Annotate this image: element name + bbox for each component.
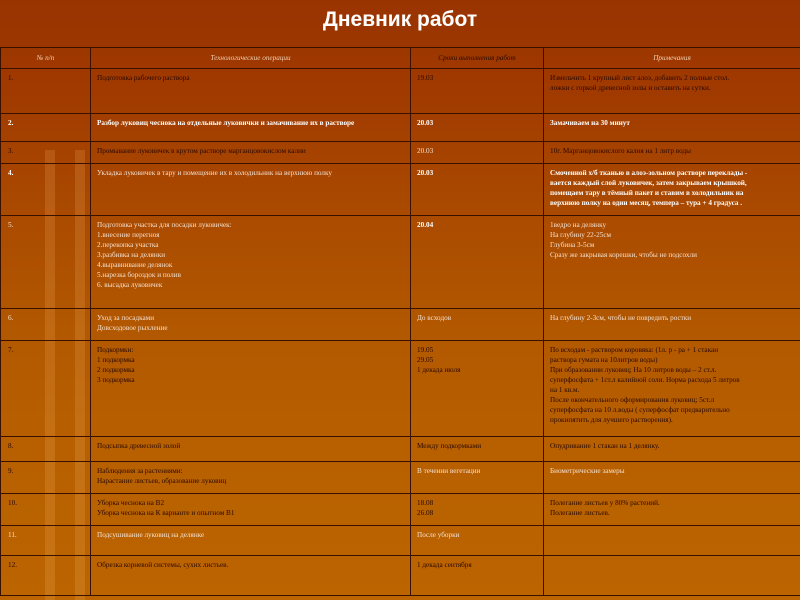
cell-note-line: При образовании луковиц; На 10 литров воды – 2 ст.л. <box>550 366 717 374</box>
cell-operation-line: 3 подкормка <box>97 376 135 384</box>
cell-operation-line: Разбор луковиц чеснока на отдельные луковички и замачивание их в растворе <box>97 119 355 127</box>
cell-operation-line: Уборка чеснока на В2 <box>97 499 165 507</box>
cell-operation-line: 2.перекопка участка <box>97 241 159 249</box>
cell-date <box>411 216 544 309</box>
cell-note-line: Полегание листьев. <box>550 509 610 517</box>
cell-note <box>544 142 800 164</box>
cell-note <box>544 556 800 596</box>
cell-note <box>544 462 800 494</box>
cell-date-line: 26.08 <box>417 509 434 517</box>
column-header-operations: Технологические операции <box>91 48 411 69</box>
cell-operation <box>91 556 411 596</box>
cell-number: 12. <box>1 556 91 596</box>
cell-note <box>544 164 800 216</box>
cell-number: 11. <box>1 526 91 556</box>
cell-note-line: Полегание листьев у 80% растений. <box>550 499 660 507</box>
cell-date-line: 18.08 <box>417 499 434 507</box>
cell-note-line: раствора гумата на 10литров воды) <box>550 356 658 364</box>
table-header-row <box>1 48 800 69</box>
table-row <box>1 164 800 216</box>
cell-note-line: Смоченной х/б тканью в алоэ-зольном растворе переклады - <box>550 169 748 177</box>
page-title: Дневник работ <box>322 8 478 31</box>
cell-date-line: Между подкормками <box>417 442 482 450</box>
cell-note-line: Сразу же закрывая корешки, чтобы не подсохли <box>550 251 697 259</box>
table-row <box>1 437 800 462</box>
cell-note-line: прокипятить для лучшего растворения). <box>550 416 673 424</box>
cell-operation-line: 2 подкормка <box>97 366 135 374</box>
cell-number: 8. <box>1 437 91 462</box>
cell-number: 10. <box>1 494 91 526</box>
cell-note-line: 1ведро на делянку <box>550 221 607 229</box>
cell-operation-line: Уход за посадками <box>97 314 155 322</box>
cell-note-line: Замачиваем на 30 минут <box>550 119 630 127</box>
cell-number: 7. <box>1 341 91 437</box>
cell-note-line: суперфосфата + 1ст.л калийной соли. Норма расхода 5 литров <box>550 376 740 384</box>
cell-note <box>544 69 800 114</box>
table-row <box>1 341 800 437</box>
cell-note <box>544 309 800 341</box>
cell-operation <box>91 494 411 526</box>
cell-date-line: В течении вегетации <box>417 467 481 475</box>
column-header-number: № п/п <box>1 48 91 69</box>
cell-date <box>411 462 544 494</box>
cell-operation-line: Подготовка участка для посадки луковичек: <box>97 221 232 229</box>
cell-operation <box>91 216 411 309</box>
cell-note <box>544 494 800 526</box>
cell-operation-line: Подсушивание луковиц на делянке <box>97 531 205 539</box>
table-row <box>1 309 800 341</box>
cell-number: 5. <box>1 216 91 309</box>
cell-note-line: ложки с горкой древесной золы и оставить на сутки. <box>550 84 711 92</box>
table-row <box>1 69 800 114</box>
cell-date-line: 20.04 <box>417 221 434 229</box>
cell-date-line: 20.03 <box>417 147 434 155</box>
cell-number: 1. <box>1 69 91 114</box>
cell-operation <box>91 526 411 556</box>
column-header-dates: Сроки выполнения работ <box>411 48 544 69</box>
cell-operation <box>91 309 411 341</box>
cell-number: 6. <box>1 309 91 341</box>
cell-operation-line: 5.нарезка бороздок и полив <box>97 271 182 279</box>
cell-date-line: 20.03 <box>417 119 434 127</box>
cell-date-line: 1 декада июля <box>417 366 461 374</box>
cell-note <box>544 526 800 556</box>
table-row <box>1 142 800 164</box>
cell-date <box>411 556 544 596</box>
cell-note-line: помещаем тару в тёмный пакет и ставим в холодильник на <box>550 189 744 197</box>
cell-date-line: 1 декада сентября <box>417 561 472 569</box>
table-row <box>1 556 800 596</box>
cell-date <box>411 69 544 114</box>
cell-note-line: суперфосфата на 10 л.воды ( суперфосфат предварительно <box>550 406 730 414</box>
cell-operation-line: 3.разбивка на делянки <box>97 251 166 259</box>
cell-operation-line: 1.внесение перегноя <box>97 231 160 239</box>
cell-note-line: После окончательного оформирования луковиц; 5ст.л <box>550 396 715 404</box>
cell-operation <box>91 341 411 437</box>
cell-operation <box>91 437 411 462</box>
cell-operation-line: Подготовка рабочего раствора <box>97 74 190 82</box>
cell-note-line: верхнюю полку на один месяц, темпера – тура + 4 градуса . <box>550 199 743 207</box>
cell-operation-line: Обрезка корневой системы, сухих листьев. <box>97 561 229 569</box>
cell-date <box>411 114 544 142</box>
cell-note-line <box>550 530 794 540</box>
cell-operation-line: 4.выравнивание делянок <box>97 261 173 269</box>
cell-note-line: на 1 кв.м. <box>550 386 580 394</box>
cell-operation-line: 1 подкормка <box>97 356 135 364</box>
cell-date-line: До всходов <box>417 314 452 322</box>
cell-date-line: 19.03 <box>417 74 434 82</box>
cell-date <box>411 437 544 462</box>
cell-note <box>544 216 800 309</box>
cell-note <box>544 437 800 462</box>
cell-operation <box>91 142 411 164</box>
cell-operation <box>91 164 411 216</box>
cell-operation-line: Уборка чеснока на К варианте и опытном В1 <box>97 509 235 517</box>
cell-note-line: На глубину 2-3см, чтобы не повредить ростки <box>550 314 692 322</box>
cell-note-line: Биометрические замеры <box>550 467 625 475</box>
cell-operation-line: Подкормки: <box>97 346 134 354</box>
cell-date-line: 19.05 <box>417 346 434 354</box>
cell-operation-line: Наблюдения за растениями: <box>97 467 183 475</box>
cell-date <box>411 309 544 341</box>
cell-operation <box>91 114 411 142</box>
table-row <box>1 462 800 494</box>
work-diary-table <box>0 47 800 596</box>
cell-date <box>411 494 544 526</box>
cell-operation <box>91 69 411 114</box>
cell-date <box>411 164 544 216</box>
cell-date-line: После уборки <box>417 531 460 539</box>
cell-note-line: вается каждый слой луковичек, затем закрываем крышкой, <box>550 179 747 187</box>
cell-note <box>544 341 800 437</box>
cell-date <box>411 526 544 556</box>
cell-note-line: По всходам - раствором коровяка: (1л. р - ра + 1 стакан <box>550 346 719 354</box>
table-row <box>1 114 800 142</box>
cell-date <box>411 142 544 164</box>
cell-note <box>544 114 800 142</box>
table-row <box>1 494 800 526</box>
cell-operation-line: Укладка луковичек в тару и помещение их в холодильник на верхнюю полку <box>97 169 333 177</box>
cell-number: 4. <box>1 164 91 216</box>
cell-note-line: Опудривание 1 стакан на 1 делянку. <box>550 442 660 450</box>
table-row <box>1 526 800 556</box>
cell-number: 3. <box>1 142 91 164</box>
cell-note-line: Глубина 3-5см <box>550 241 595 249</box>
cell-operation-line: Подсыпка древесной золой <box>97 442 181 450</box>
cell-operation-line: Довсходовое рыхление <box>97 324 168 332</box>
cell-operation <box>91 462 411 494</box>
cell-date-line: 29.05 <box>417 356 434 364</box>
cell-note-line: Измельчить 1 крупный лист алоэ, добавить 2 полные стол. <box>550 74 730 82</box>
cell-operation-line: Нарастание листьев, образование луковиц <box>97 477 227 485</box>
cell-operation-line: 6. высадка луковичек <box>97 281 163 289</box>
cell-date <box>411 341 544 437</box>
cell-number: 9. <box>1 462 91 494</box>
cell-note-line: 10г. Марганцовокислого калия на 1 литр воды <box>550 147 691 155</box>
cell-number: 2. <box>1 114 91 142</box>
cell-note-line <box>550 560 794 570</box>
cell-operation-line: Промывание луковичек в крутом растворе марганцовокислом калии <box>97 147 306 155</box>
cell-note-line: На глубину 22-25см <box>550 231 612 239</box>
table-row <box>1 216 800 309</box>
cell-date-line: 20.03 <box>417 169 434 177</box>
column-header-notes: Примечания <box>544 48 800 69</box>
